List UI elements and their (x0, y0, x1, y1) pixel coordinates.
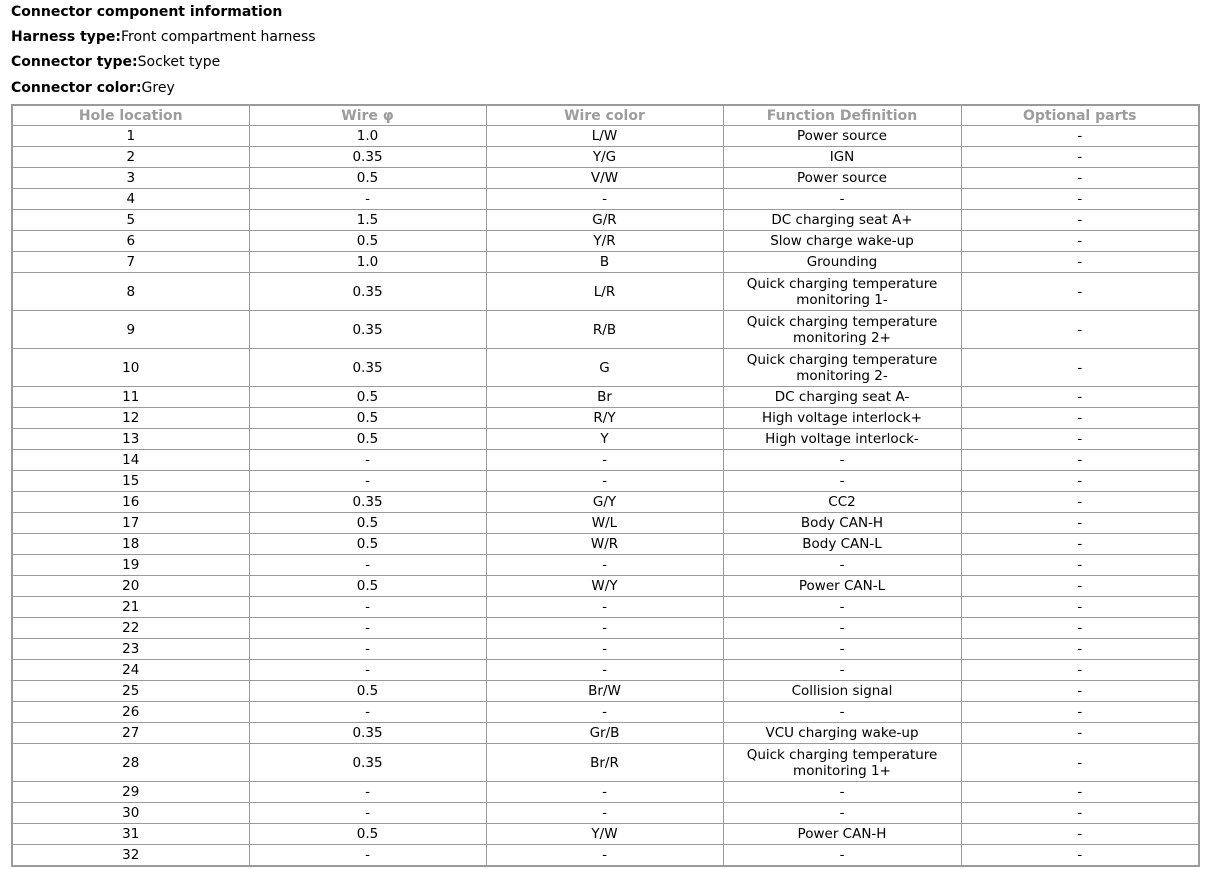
function-definition-cell: High voltage interlock+ (723, 408, 961, 429)
hole-location-cell: 22 (12, 618, 249, 639)
optional-parts-cell: - (961, 147, 1199, 168)
wire-diameter-cell: - (249, 450, 486, 471)
hole-location-cell: 9 (12, 311, 249, 349)
wire-diameter-cell: - (249, 597, 486, 618)
wire-color-cell: - (486, 782, 723, 803)
wire-diameter-cell: 0.5 (249, 429, 486, 450)
hole-location-cell: 23 (12, 639, 249, 660)
wire-color-cell: - (486, 660, 723, 681)
hole-location-cell: 4 (12, 189, 249, 210)
optional-parts-cell: - (961, 231, 1199, 252)
connector-pin-table (11, 104, 1200, 867)
wire-diameter-cell: - (249, 471, 486, 492)
hole-location-cell: 1 (12, 126, 249, 147)
function-definition-cell: DC charging seat A+ (723, 210, 961, 231)
function-definition-cell: - (723, 597, 961, 618)
table-body (12, 126, 1199, 867)
wire-color-cell: Y/G (486, 147, 723, 168)
function-definition-cell: CC2 (723, 492, 961, 513)
optional-parts-cell: - (961, 252, 1199, 273)
table-row (12, 534, 1199, 555)
wire-color-cell: Br/W (486, 681, 723, 702)
table-row (12, 824, 1199, 845)
table-row (12, 639, 1199, 660)
hole-location-cell: 2 (12, 147, 249, 168)
wire-diameter-cell: - (249, 845, 486, 867)
wire-diameter-cell: 0.5 (249, 168, 486, 189)
harness-type-value: Front compartment harness (121, 29, 316, 45)
hole-location-cell: 18 (12, 534, 249, 555)
wire-diameter-cell: 0.35 (249, 744, 486, 782)
function-definition-cell: - (723, 639, 961, 660)
optional-parts-cell: - (961, 824, 1199, 845)
wire-color-cell: R/B (486, 311, 723, 349)
hole-location-cell: 28 (12, 744, 249, 782)
table-row (12, 555, 1199, 576)
table-row (12, 189, 1199, 210)
connector-type-label: Connector type: (11, 54, 138, 70)
optional-parts-cell: - (961, 681, 1199, 702)
wire-color-cell: L/W (486, 126, 723, 147)
wire-diameter-cell: 0.35 (249, 723, 486, 744)
wire-diameter-cell: 0.5 (249, 387, 486, 408)
function-definition-cell: Collision signal (723, 681, 961, 702)
wire-color-cell: - (486, 555, 723, 576)
section-title: Connector component information (11, 4, 283, 20)
function-definition-cell: Body CAN-H (723, 513, 961, 534)
optional-parts-cell: - (961, 702, 1199, 723)
wire-color-cell: G/Y (486, 492, 723, 513)
wire-color-cell: G (486, 349, 723, 387)
column-header-wire-diameter: Wire φ (249, 105, 486, 126)
wire-diameter-cell: 0.5 (249, 408, 486, 429)
wire-color-cell: - (486, 471, 723, 492)
table-row (12, 845, 1199, 867)
optional-parts-cell: - (961, 471, 1199, 492)
function-definition-cell: - (723, 189, 961, 210)
harness-type-line (11, 28, 316, 46)
table-row (12, 408, 1199, 429)
wire-color-cell: G/R (486, 210, 723, 231)
hole-location-cell: 7 (12, 252, 249, 273)
wire-diameter-cell: 0.35 (249, 492, 486, 513)
table-row (12, 273, 1199, 311)
optional-parts-cell: - (961, 660, 1199, 681)
wire-diameter-cell: 0.5 (249, 681, 486, 702)
table-row (12, 252, 1199, 273)
wire-color-cell: Y/W (486, 824, 723, 845)
wire-diameter-cell: - (249, 189, 486, 210)
table-row (12, 231, 1199, 252)
table-row (12, 782, 1199, 803)
wire-diameter-cell: 0.35 (249, 273, 486, 311)
wire-color-cell: - (486, 845, 723, 867)
function-definition-cell: Body CAN-L (723, 534, 961, 555)
optional-parts-cell: - (961, 597, 1199, 618)
optional-parts-cell: - (961, 210, 1199, 231)
wire-diameter-cell: - (249, 555, 486, 576)
wire-color-cell: Br/R (486, 744, 723, 782)
optional-parts-cell: - (961, 126, 1199, 147)
column-header-wire-color: Wire color (486, 105, 723, 126)
column-header-optional-parts: Optional parts (961, 105, 1199, 126)
optional-parts-cell: - (961, 576, 1199, 597)
optional-parts-cell: - (961, 618, 1199, 639)
table-row (12, 147, 1199, 168)
optional-parts-cell: - (961, 534, 1199, 555)
wire-diameter-cell: 0.5 (249, 824, 486, 845)
wire-color-cell: Gr/B (486, 723, 723, 744)
wire-diameter-cell: 0.35 (249, 311, 486, 349)
wire-color-cell: V/W (486, 168, 723, 189)
optional-parts-cell: - (961, 513, 1199, 534)
function-definition-cell: IGN (723, 147, 961, 168)
optional-parts-cell: - (961, 555, 1199, 576)
hole-location-cell: 12 (12, 408, 249, 429)
hole-location-cell: 31 (12, 824, 249, 845)
function-definition-cell: Power source (723, 168, 961, 189)
table-row (12, 576, 1199, 597)
table-row (12, 513, 1199, 534)
wire-diameter-cell: 1.0 (249, 252, 486, 273)
wire-color-cell: - (486, 702, 723, 723)
table-row (12, 387, 1199, 408)
hole-location-cell: 30 (12, 803, 249, 824)
wire-diameter-cell: - (249, 702, 486, 723)
wire-diameter-cell: 1.5 (249, 210, 486, 231)
table-row (12, 492, 1199, 513)
table-row (12, 618, 1199, 639)
function-definition-cell: VCU charging wake-up (723, 723, 961, 744)
wire-color-cell: L/R (486, 273, 723, 311)
function-definition-cell: - (723, 660, 961, 681)
function-definition-cell: Power source (723, 126, 961, 147)
function-definition-cell: DC charging seat A- (723, 387, 961, 408)
table-row (12, 744, 1199, 782)
hole-location-cell: 6 (12, 231, 249, 252)
function-definition-cell: Power CAN-L (723, 576, 961, 597)
hole-location-cell: 27 (12, 723, 249, 744)
table-row (12, 681, 1199, 702)
function-definition-cell: Power CAN-H (723, 824, 961, 845)
wire-diameter-cell: - (249, 618, 486, 639)
connector-type-value: Socket type (137, 54, 221, 70)
wire-color-cell: Y/R (486, 231, 723, 252)
table-header-row (12, 105, 1199, 126)
optional-parts-cell: - (961, 189, 1199, 210)
hole-location-cell: 20 (12, 576, 249, 597)
hole-location-cell: 17 (12, 513, 249, 534)
hole-location-cell: 13 (12, 429, 249, 450)
function-definition-cell: - (723, 803, 961, 824)
optional-parts-cell: - (961, 782, 1199, 803)
wire-color-cell: W/Y (486, 576, 723, 597)
table-row (12, 450, 1199, 471)
optional-parts-cell: - (961, 408, 1199, 429)
column-header-function-definition: Function Definition (723, 105, 961, 126)
function-definition-cell: Quick charging temperature monitoring 1- (723, 273, 961, 311)
optional-parts-cell: - (961, 168, 1199, 189)
connector-color-label: Connector color: (11, 80, 142, 96)
harness-type-label: Harness type: (11, 29, 122, 45)
optional-parts-cell: - (961, 492, 1199, 513)
wire-color-cell: W/L (486, 513, 723, 534)
connector-color-line (11, 79, 175, 97)
optional-parts-cell: - (961, 349, 1199, 387)
function-definition-cell: Quick charging temperature monitoring 2+ (723, 311, 961, 349)
optional-parts-cell: - (961, 429, 1199, 450)
table-row (12, 349, 1199, 387)
function-definition-cell: - (723, 702, 961, 723)
wire-diameter-cell: 1.0 (249, 126, 486, 147)
wire-diameter-cell: - (249, 782, 486, 803)
function-definition-cell: High voltage interlock- (723, 429, 961, 450)
wire-diameter-cell: - (249, 639, 486, 660)
table-row (12, 660, 1199, 681)
optional-parts-cell: - (961, 639, 1199, 660)
table-row (12, 168, 1199, 189)
optional-parts-cell: - (961, 387, 1199, 408)
optional-parts-cell: - (961, 450, 1199, 471)
hole-location-cell: 29 (12, 782, 249, 803)
wire-color-cell: - (486, 618, 723, 639)
table-row (12, 803, 1199, 824)
wire-diameter-cell: 0.5 (249, 576, 486, 597)
table-row (12, 429, 1199, 450)
hole-location-cell: 8 (12, 273, 249, 311)
function-definition-cell: Grounding (723, 252, 961, 273)
function-definition-cell: - (723, 782, 961, 803)
table-row (12, 126, 1199, 147)
optional-parts-cell: - (961, 845, 1199, 867)
table-row (12, 723, 1199, 744)
column-header-hole-location: Hole location (12, 105, 249, 126)
table-row (12, 702, 1199, 723)
wire-color-cell: - (486, 450, 723, 471)
wire-color-cell: - (486, 189, 723, 210)
function-definition-cell: - (723, 471, 961, 492)
wire-color-cell: - (486, 803, 723, 824)
wire-color-cell: Br (486, 387, 723, 408)
optional-parts-cell: - (961, 311, 1199, 349)
wire-diameter-cell: 0.5 (249, 513, 486, 534)
hole-location-cell: 16 (12, 492, 249, 513)
table-row (12, 471, 1199, 492)
table-row (12, 210, 1199, 231)
optional-parts-cell: - (961, 723, 1199, 744)
wire-diameter-cell: 0.5 (249, 231, 486, 252)
hole-location-cell: 24 (12, 660, 249, 681)
wire-diameter-cell: 0.5 (249, 534, 486, 555)
function-definition-cell: - (723, 450, 961, 471)
wire-color-cell: W/R (486, 534, 723, 555)
table-row (12, 597, 1199, 618)
function-definition-cell: - (723, 845, 961, 867)
connector-color-value: Grey (141, 80, 175, 96)
hole-location-cell: 25 (12, 681, 249, 702)
hole-location-cell: 19 (12, 555, 249, 576)
wire-diameter-cell: 0.35 (249, 147, 486, 168)
hole-location-cell: 21 (12, 597, 249, 618)
optional-parts-cell: - (961, 273, 1199, 311)
hole-location-cell: 5 (12, 210, 249, 231)
wire-color-cell: - (486, 597, 723, 618)
hole-location-cell: 14 (12, 450, 249, 471)
optional-parts-cell: - (961, 803, 1199, 824)
hole-location-cell: 11 (12, 387, 249, 408)
wire-color-cell: B (486, 252, 723, 273)
function-definition-cell: Quick charging temperature monitoring 1+ (723, 744, 961, 782)
wire-diameter-cell: - (249, 803, 486, 824)
hole-location-cell: 15 (12, 471, 249, 492)
wire-color-cell: Y (486, 429, 723, 450)
wire-diameter-cell: 0.35 (249, 349, 486, 387)
function-definition-cell: Quick charging temperature monitoring 2- (723, 349, 961, 387)
table-row (12, 311, 1199, 349)
function-definition-cell: - (723, 618, 961, 639)
hole-location-cell: 32 (12, 845, 249, 867)
optional-parts-cell: - (961, 744, 1199, 782)
hole-location-cell: 26 (12, 702, 249, 723)
hole-location-cell: 10 (12, 349, 249, 387)
function-definition-cell: - (723, 555, 961, 576)
connector-type-line (11, 53, 220, 71)
hole-location-cell: 3 (12, 168, 249, 189)
function-definition-cell: Slow charge wake-up (723, 231, 961, 252)
wire-diameter-cell: - (249, 660, 486, 681)
wire-color-cell: R/Y (486, 408, 723, 429)
wire-color-cell: - (486, 639, 723, 660)
